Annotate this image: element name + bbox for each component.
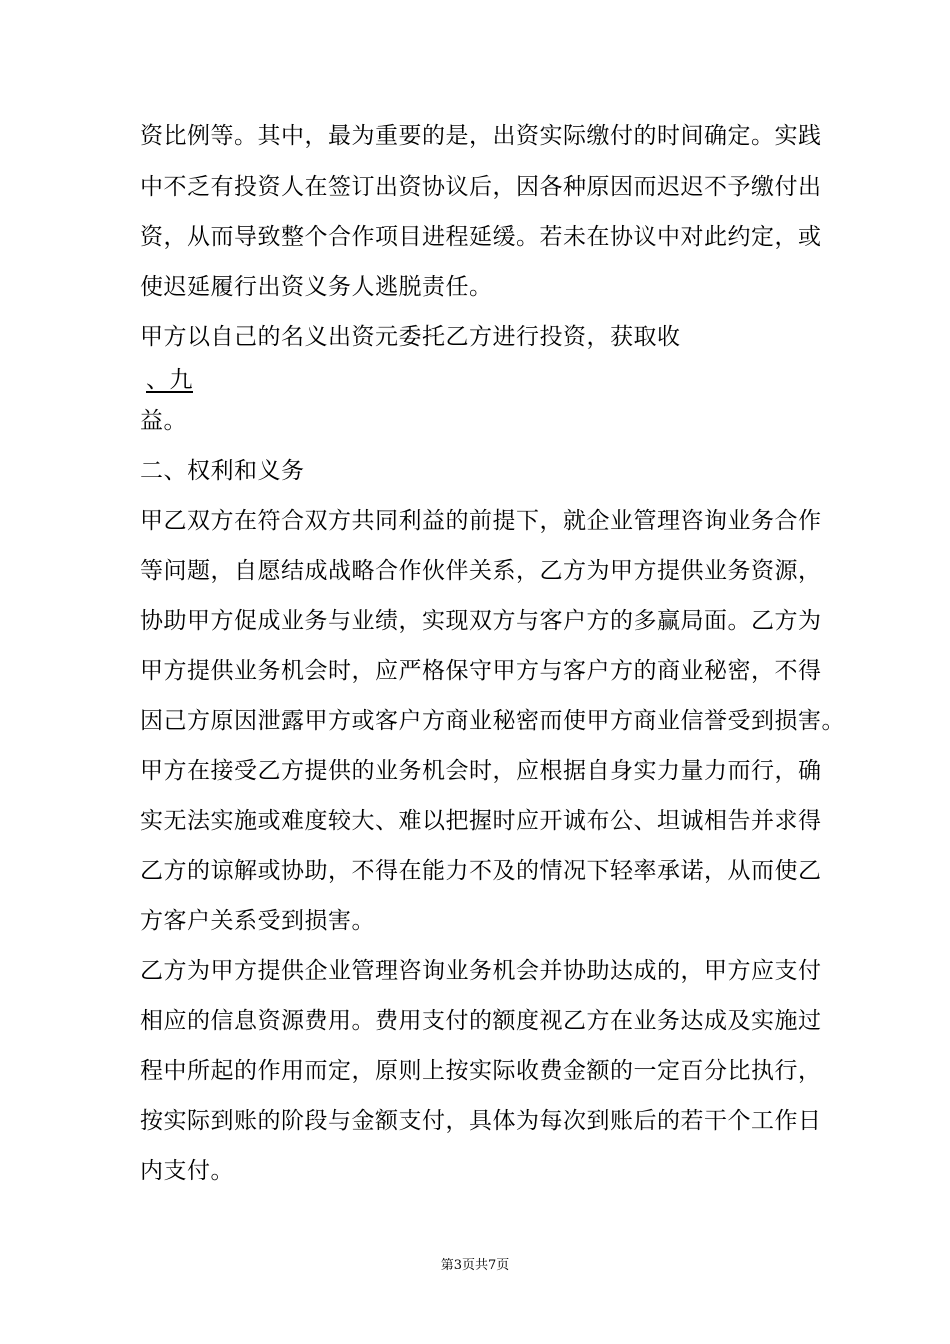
paragraph-line: 方客户关系受到损害。: [140, 908, 375, 934]
paragraph-line: 资，从而导致整个合作项目进程延缓。若未在协议中对此约定，或: [140, 224, 822, 250]
underlined-fill-in: 、九: [146, 367, 193, 393]
paragraph-line: 程中所起的作用而定，原则上按实际收费金额的一定百分比执行，: [140, 1058, 822, 1084]
paragraph-line: 等问题，自愿结成战略合作伙伴关系，乙方为甲方提供业务资源，: [140, 558, 822, 584]
paragraph-line: 实无法实施或难度较大、难以把握时应开诚布公、坦诚相告并求得: [140, 808, 822, 834]
paragraph-line: 因己方原因泄露甲方或客户方商业秘密而使甲方商业信誉受到损害。: [140, 708, 845, 734]
paragraph-line: 乙方为甲方提供企业管理咨询业务机会并协助达成的，甲方应支付: [140, 958, 822, 984]
paragraph-line: 甲方提供业务机会时，应严格保守甲方与客户方的商业秘密，不得: [140, 658, 822, 684]
paragraph-line: 益。: [140, 408, 187, 434]
paragraph-line: 甲方以自己的名义出资元委托乙方进行投资，获取收: [140, 324, 681, 350]
paragraph-line: 内支付。: [140, 1158, 234, 1184]
paragraph-line: 甲乙双方在符合双方共同利益的前提下，就企业管理咨询业务合作: [140, 508, 822, 534]
section-heading: 二、权利和义务: [140, 458, 305, 484]
page-number-footer: 第3页共7页: [440, 1258, 510, 1273]
paragraph-line: 中不乏有投资人在签订出资协议后，因各种原因而迟迟不予缴付出: [140, 174, 822, 200]
paragraph-line: 使迟延履行出资义务人逃脱责任。: [140, 274, 493, 300]
paragraph-line: 协助甲方促成业务与业绩，实现双方与客户方的多赢局面。乙方为: [140, 608, 822, 634]
paragraph-line: 按实际到账的阶段与金额支付，具体为每次到账后的若干个工作日: [140, 1108, 822, 1134]
paragraph-line: 相应的信息资源费用。费用支付的额度视乙方在业务达成及实施过: [140, 1008, 822, 1034]
paragraph-line: 资比例等。其中，最为重要的是，出资实际缴付的时间确定。实践: [140, 123, 822, 149]
paragraph-line: 甲方在接受乙方提供的业务机会时，应根据自身实力量力而行，确: [140, 758, 822, 784]
paragraph-line: 乙方的谅解或协助，不得在能力不及的情况下轻率承诺，从而使乙: [140, 858, 822, 884]
